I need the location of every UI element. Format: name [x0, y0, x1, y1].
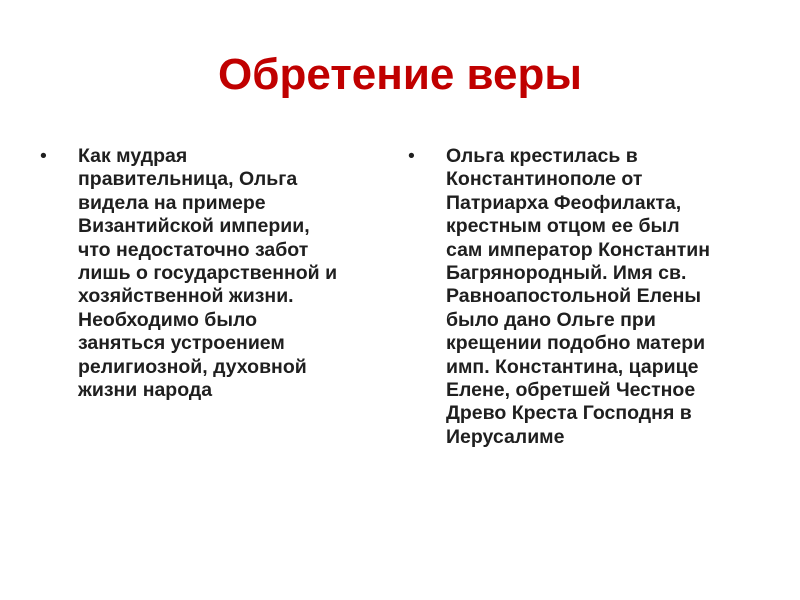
right-column: [408, 145, 760, 449]
bullet-item-left: [40, 145, 385, 402]
left-column: [40, 145, 385, 402]
bullet-text-left: Как мудрая правительница, Ольга видела на примере Византийской империи, что недостаточно забот лишь о государственной и хозяйственной жизни. Необходимо было заняться устроением религиозной, духовной жизни народа: [78, 145, 338, 402]
bullet-icon: •: [40, 145, 47, 167]
bullet-item-right: [408, 145, 760, 449]
bullet-text-right: Ольга крестилась в Константинополе от Патриарха Феофилакта, крестным отцом ее был сам император Константин Багрянородный. Имя св. Равноапостольной Елены было дано Ольге при крещении подобно матери имп. Константина, царице Елене, обретшей Честное Древо Креста Господня в Иерусалиме: [446, 145, 711, 448]
bullet-icon: •: [408, 145, 415, 167]
slide-title: Обретение веры: [218, 50, 582, 99]
